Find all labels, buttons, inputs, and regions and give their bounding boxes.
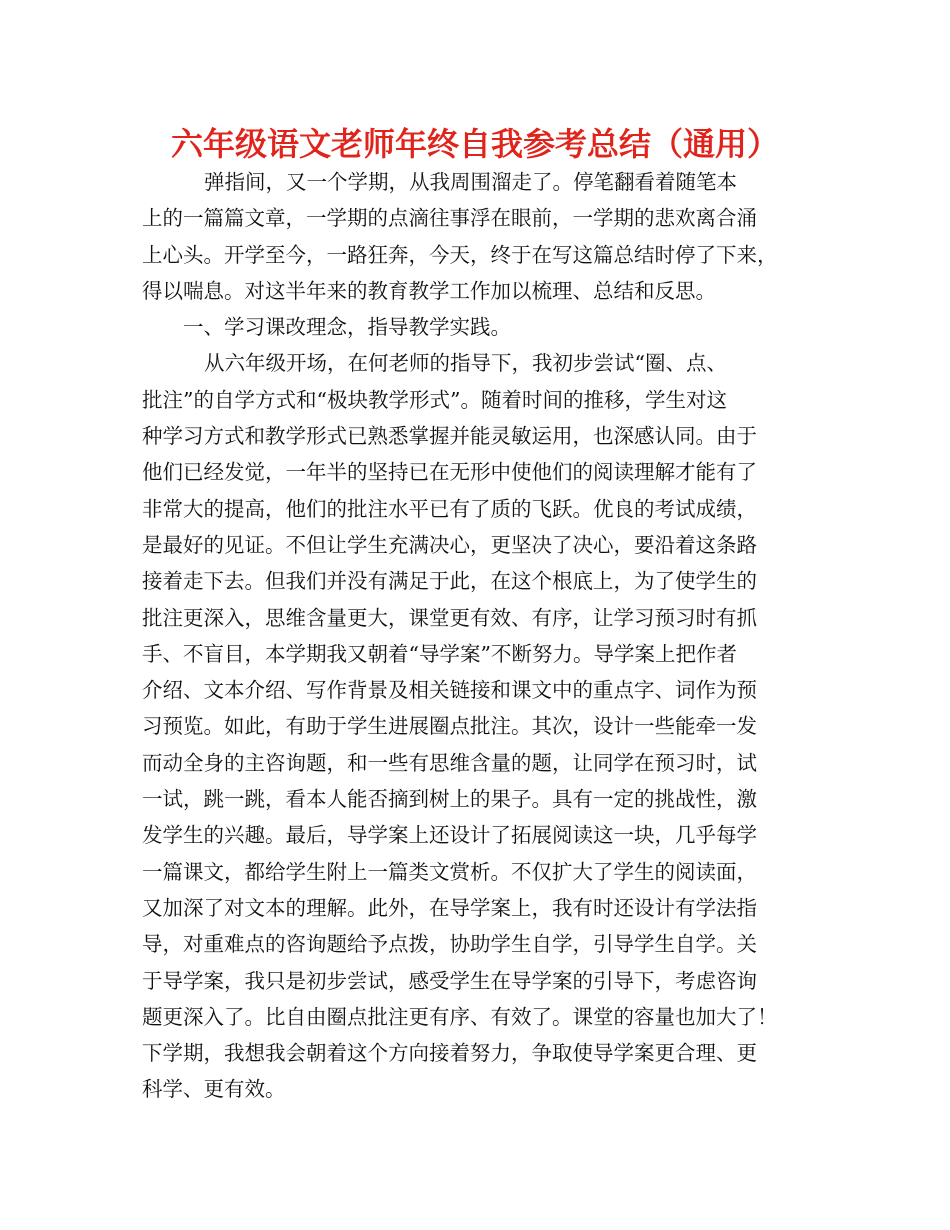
document-title: 六年级语文老师年终自我参考总结（通用） [170,125,779,163]
paragraph-2-line-17: 导，对重难点的咨询题给予点拨，协助学生自学，引导学生自学。关 [142,932,757,957]
document-body [142,164,828,1108]
section-heading-1: 一、学习课改理念，指导教学实践。 [183,315,511,340]
paragraph-2-line-11: 习预览。如此，有助于学生进展圈点批注。其次，设计一些能牵一发 [142,714,757,739]
paragraph-2-line-10: 介绍、文本介绍、写作背景及相关链接和课文中的重点字、词作为预 [142,678,757,703]
paragraph-2-line-1: 从六年级开场，在何老师的指导下，我初步尝试“圈、点、 [204,351,727,376]
paragraph-2-line-19: 题更深入了。比自由圈点批注更有序、有效了。课堂的容量也加大了！ [142,1004,778,1029]
paragraph-2-line-9: 手、不盲目，本学期我又朝着“导学案”不断努力。导学案上把作者 [142,641,737,666]
paragraph-2-line-4: 他们已经发觉，一年半的坚持已在无形中使他们的阅读理解才能有了 [142,460,757,485]
paragraph-2-line-20: 下学期，我想我会朝着这个方向接着努力，争取使导学案更合理、更 [142,1041,757,1066]
paragraph-2-line-12: 而动全身的主咨询题，和一些有思维含量的题，让同学在预习时，试 [142,750,757,775]
paragraph-2-line-7: 接着走下去。但我们并没有满足于此，在这个根底上，为了使学生的 [142,569,757,594]
paragraph-2-line-6: 是最好的见证。不但让学生充满决心，更坚决了决心，要沿着这条路 [142,532,757,557]
paragraph-2-line-21: 科学、更有效。 [142,1077,286,1102]
paragraph-1-line-4: 得以喘息。对这半年来的教育教学工作加以梳理、总结和反思。 [142,278,716,303]
paragraph-2-line-15: 一篇课文，都给学生附上一篇类文赏析。不仅扩大了学生的阅读面， [142,859,757,884]
paragraph-2-line-8: 批注更深入，思维含量更大，课堂更有效、有序，让学习预习时有抓 [142,605,757,630]
paragraph-1-line-1: 弹指间，又一个学期，从我周围溜走了。停笔翻看着随笔本 [204,170,737,194]
paragraph-2-line-3: 种学习方式和教学形式已熟悉掌握并能灵敏运用，也深感认同。由于 [142,424,757,449]
paragraph-2-line-16: 又加深了对文本的理解。此外，在导学案上，我有时还设计有学法指 [142,895,757,920]
paragraph-1-line-3: 上心头。开学至今，一路狂奔，今天，终于在写这篇总结时停了下来， [142,242,778,267]
paragraph-1-line-2: 上的一篇篇文章，一学期的点滴往事浮在眼前，一学期的悲欢离合涌 [142,206,757,231]
paragraph-2-line-18: 于导学案，我只是初步尝试，感受学生在导学案的引导下，考虑咨询 [142,968,757,993]
paragraph-2-line-13: 一试，跳一跳，看本人能否摘到树上的果子。具有一定的挑战性，激 [142,787,757,812]
paragraph-2-line-5: 非常大的提高，他们的批注水平已有了质的飞跃。优良的考试成绩， [142,496,757,521]
paragraph-2-line-2: 批注”的自学方式和“极块教学形式”。随着时间的推移，学生对这 [142,387,727,412]
paragraph-2-line-14: 发学生的兴趣。最后，导学案上还设计了拓展阅读这一块，几乎每学 [142,823,757,848]
